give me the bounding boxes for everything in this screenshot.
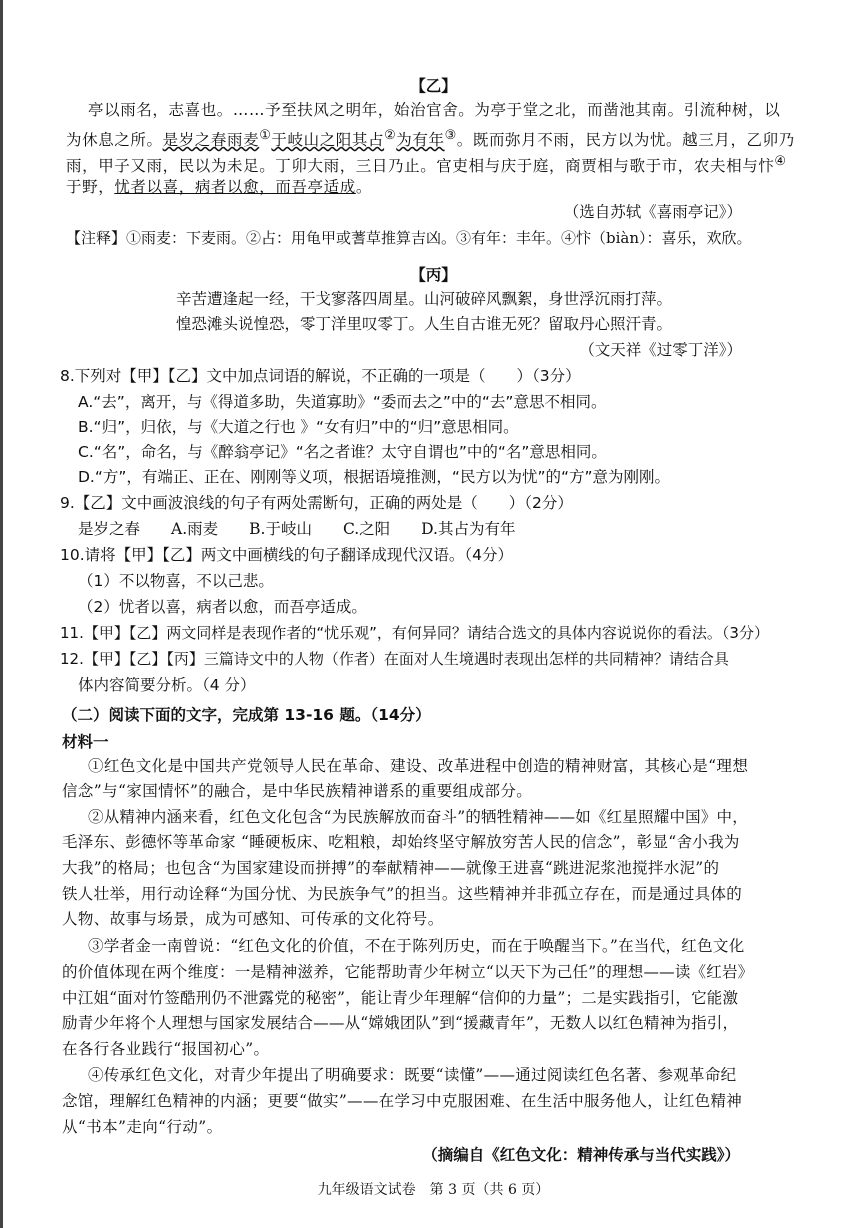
note-marker: ① (259, 128, 272, 143)
yi-text: 为休息之所。 (66, 131, 163, 150)
question-11: 11.【甲】【乙】两文同样是表现作者的“忧乐观”，有何异同？请结合选文的具体内容说说你的看法。（3分） (60, 624, 769, 642)
paragraph-3-line-4: 励青少年将个人理想与国家发展结合——从“嫦娥团队”到“援藏青年”，无数人以红色精神为指引， (62, 1014, 739, 1032)
material-1-label: 材料一 (62, 733, 109, 751)
yi-source: （选自苏轼《喜雨亭记》） (563, 203, 742, 221)
question-12-line-2: 体内容简要分析。（4 分） (78, 676, 256, 694)
yi-line-4 (66, 177, 372, 197)
yi-text: 雨，甲子又雨，民以为未足。丁卯大雨，三日乃止。官吏相与庆于庭，商贾相与歌于市，农夫相与忭 (66, 157, 775, 176)
paragraph-3-line-2: 的价值体现在两个维度：一是精神滋养，它能帮助青少年树立“以天下为己任”的理想——读《红岩》 (62, 963, 754, 981)
scan-edge (0, 0, 3, 1228)
question-8-option-b: B.“归”，归依，与《大道之行也 》“女有归”中的“归”意思相同。 (78, 418, 519, 436)
question-9: 9.【乙】文中画波浪线的句子有两处需断句，正确的两处是（ ）（2分） (60, 494, 573, 512)
paragraph-4-line-1: ④传承红色文化，对青少年提出了明确要求：既要“读懂”——通过阅读红色名著、参观革命纪 (88, 1066, 737, 1084)
paragraph-3-line-3: 中江姐“面对竹签酷刑仍不泄露党的秘密”，能让青少年理解“信仰的力量”；二是实践指引，它能激 (62, 989, 739, 1007)
paragraph-2-line-2: 毛泽东、彭德怀等革命家 “睡硬板床、吃粗粮，却始终坚守解放穷苦人民的信念”，彰显“舍小我为 (62, 833, 740, 851)
paragraph-2-line-5: 人物、故事与场景，成为可感知、可传承的文化符号。 (62, 910, 444, 928)
yi-text: 。 (355, 178, 372, 196)
question-10: 10.请将【甲】【乙】两文中画横线的句子翻译成现代汉语。（4分） (60, 546, 514, 564)
question-8-option-d: D.“方”，有端正、正在、刚刚等义项，根据语境推测，“民方以为忧”的“方”意为刚刚。 (78, 468, 671, 486)
yi-line-1: 亭以雨名，志喜也。……予至扶风之明年，始治官舍。为亭于堂之北，而凿池其南。引流种树，以 (88, 101, 781, 119)
yi-line-2 (66, 126, 795, 150)
yi-line-3 (66, 152, 787, 176)
question-9-options: 是岁之春 A.雨麦 B.于岐山 C.之阳 D.其占为有年 (78, 520, 516, 538)
question-8-option-c: C.“名”，命名，与《醉翁亭记》“名之者谁？太守自谓也”中的“名”意思相同。 (78, 443, 607, 461)
question-8: 8.下列对【甲】【乙】文中加点词语的解说，不正确的一项是（ ）（3分） (60, 367, 581, 385)
paragraph-1-line-1: ①红色文化是中国共产党领导人民在革命、建设、改革进程中创造的精神财富，其核心是“理想 (88, 757, 749, 775)
yi-text: 于野， (66, 178, 115, 196)
question-8-option-a: A.“去”，离开，与《得道多助，失道寡助》“委而去之”中的“去”意思不相同。 (78, 393, 607, 411)
paragraph-1-line-2: 信念”与“家国情怀”的融合，是中华民族精神谱系的重要组成部分。 (62, 782, 533, 800)
question-12-line-1: 12.【甲】【乙】【丙】三篇诗文中的人物（作者）在面对人生境遇时表现出怎样的共同精神？请结合具 (60, 650, 729, 668)
bing-source: （文天祥《过零丁洋》） (579, 341, 742, 359)
paragraph-4-line-3: 从“书本”走向“行动”。 (62, 1118, 223, 1136)
note-marker: ② (384, 128, 397, 143)
question-10-sentence-1: （1）不以物喜，不以己悲。 (78, 572, 274, 590)
section-heading-bing: 【丙】 (410, 266, 457, 284)
wavy-underlined-text: 是岁之春雨麦 (162, 131, 260, 150)
paragraph-3-line-5: 在各行各业践行“报国初心”。 (62, 1040, 270, 1058)
bing-poem-line-1: 辛苦遭逢起一经，干戈寥落四周星。山河破碎风飘絮，身世浮沉雨打萍。 (176, 290, 673, 308)
paragraph-2-line-1: ②从精神内涵来看，红色文化包含“为民族解放而奋斗”的牺牲精神——如《红星照耀中国》中， (88, 808, 748, 826)
paragraph-3-line-1: ③学者金一南曾说：“红色文化的价值，不在于陈列历史，而在于唤醒当下。”在当代，红色文化 (88, 937, 745, 955)
section-2-title: （二）阅读下面的文字，完成第 13-16 题。（14分） (62, 706, 431, 724)
underlined-sentence: 忧者以喜，病者以愈，而吾亭适成 (114, 178, 356, 196)
section-heading-yi: 【乙】 (410, 77, 457, 95)
paragraph-2-line-4: 铁人壮举，用行动诠释“为国分忧、为民族争气”的担当。这些精神并非孤立存在，而是通过具体的 (62, 885, 743, 903)
wavy-underlined-text: 于岐山之阳其占 (271, 131, 385, 150)
note-marker: ③ (444, 128, 457, 143)
yi-notes: 【注释】①雨麦：下麦雨。②占：用龟甲或蓍草推算吉凶。③有年：丰年。④忭（biàn）：喜乐，欢欣。 (66, 229, 752, 247)
paragraph-4-line-2: 念馆，理解红色精神的内涵；更要“做实”——在学习中克服困难、在生活中服务他人，让红色精神 (62, 1092, 743, 1110)
paragraph-2-line-3: 大我”的格局；也包含“为国家建设而拼搏”的奉献精神——就像王进喜“跳进泥浆池搅拌水泥”的 (62, 859, 720, 877)
note-marker: ④ (774, 154, 787, 169)
question-10-sentence-2: （2）忧者以喜，病者以愈，而吾亭适成。 (78, 598, 367, 616)
wavy-underlined-text: 为有年 (396, 131, 445, 150)
page-footer: 九年级语文试卷 第 3 页（共 6 页） (317, 1182, 550, 1198)
bing-poem-line-2: 惶恐滩头说惶恐，零丁洋里叹零丁。人生自古谁无死？留取丹心照汗青。 (176, 315, 673, 333)
yi-text: 。既而弥月不雨，民方以为忧。越三月，乙卯乃 (456, 131, 795, 150)
material-1-source: （摘编自《红色文化：精神传承与当代实践》） (422, 1146, 740, 1164)
